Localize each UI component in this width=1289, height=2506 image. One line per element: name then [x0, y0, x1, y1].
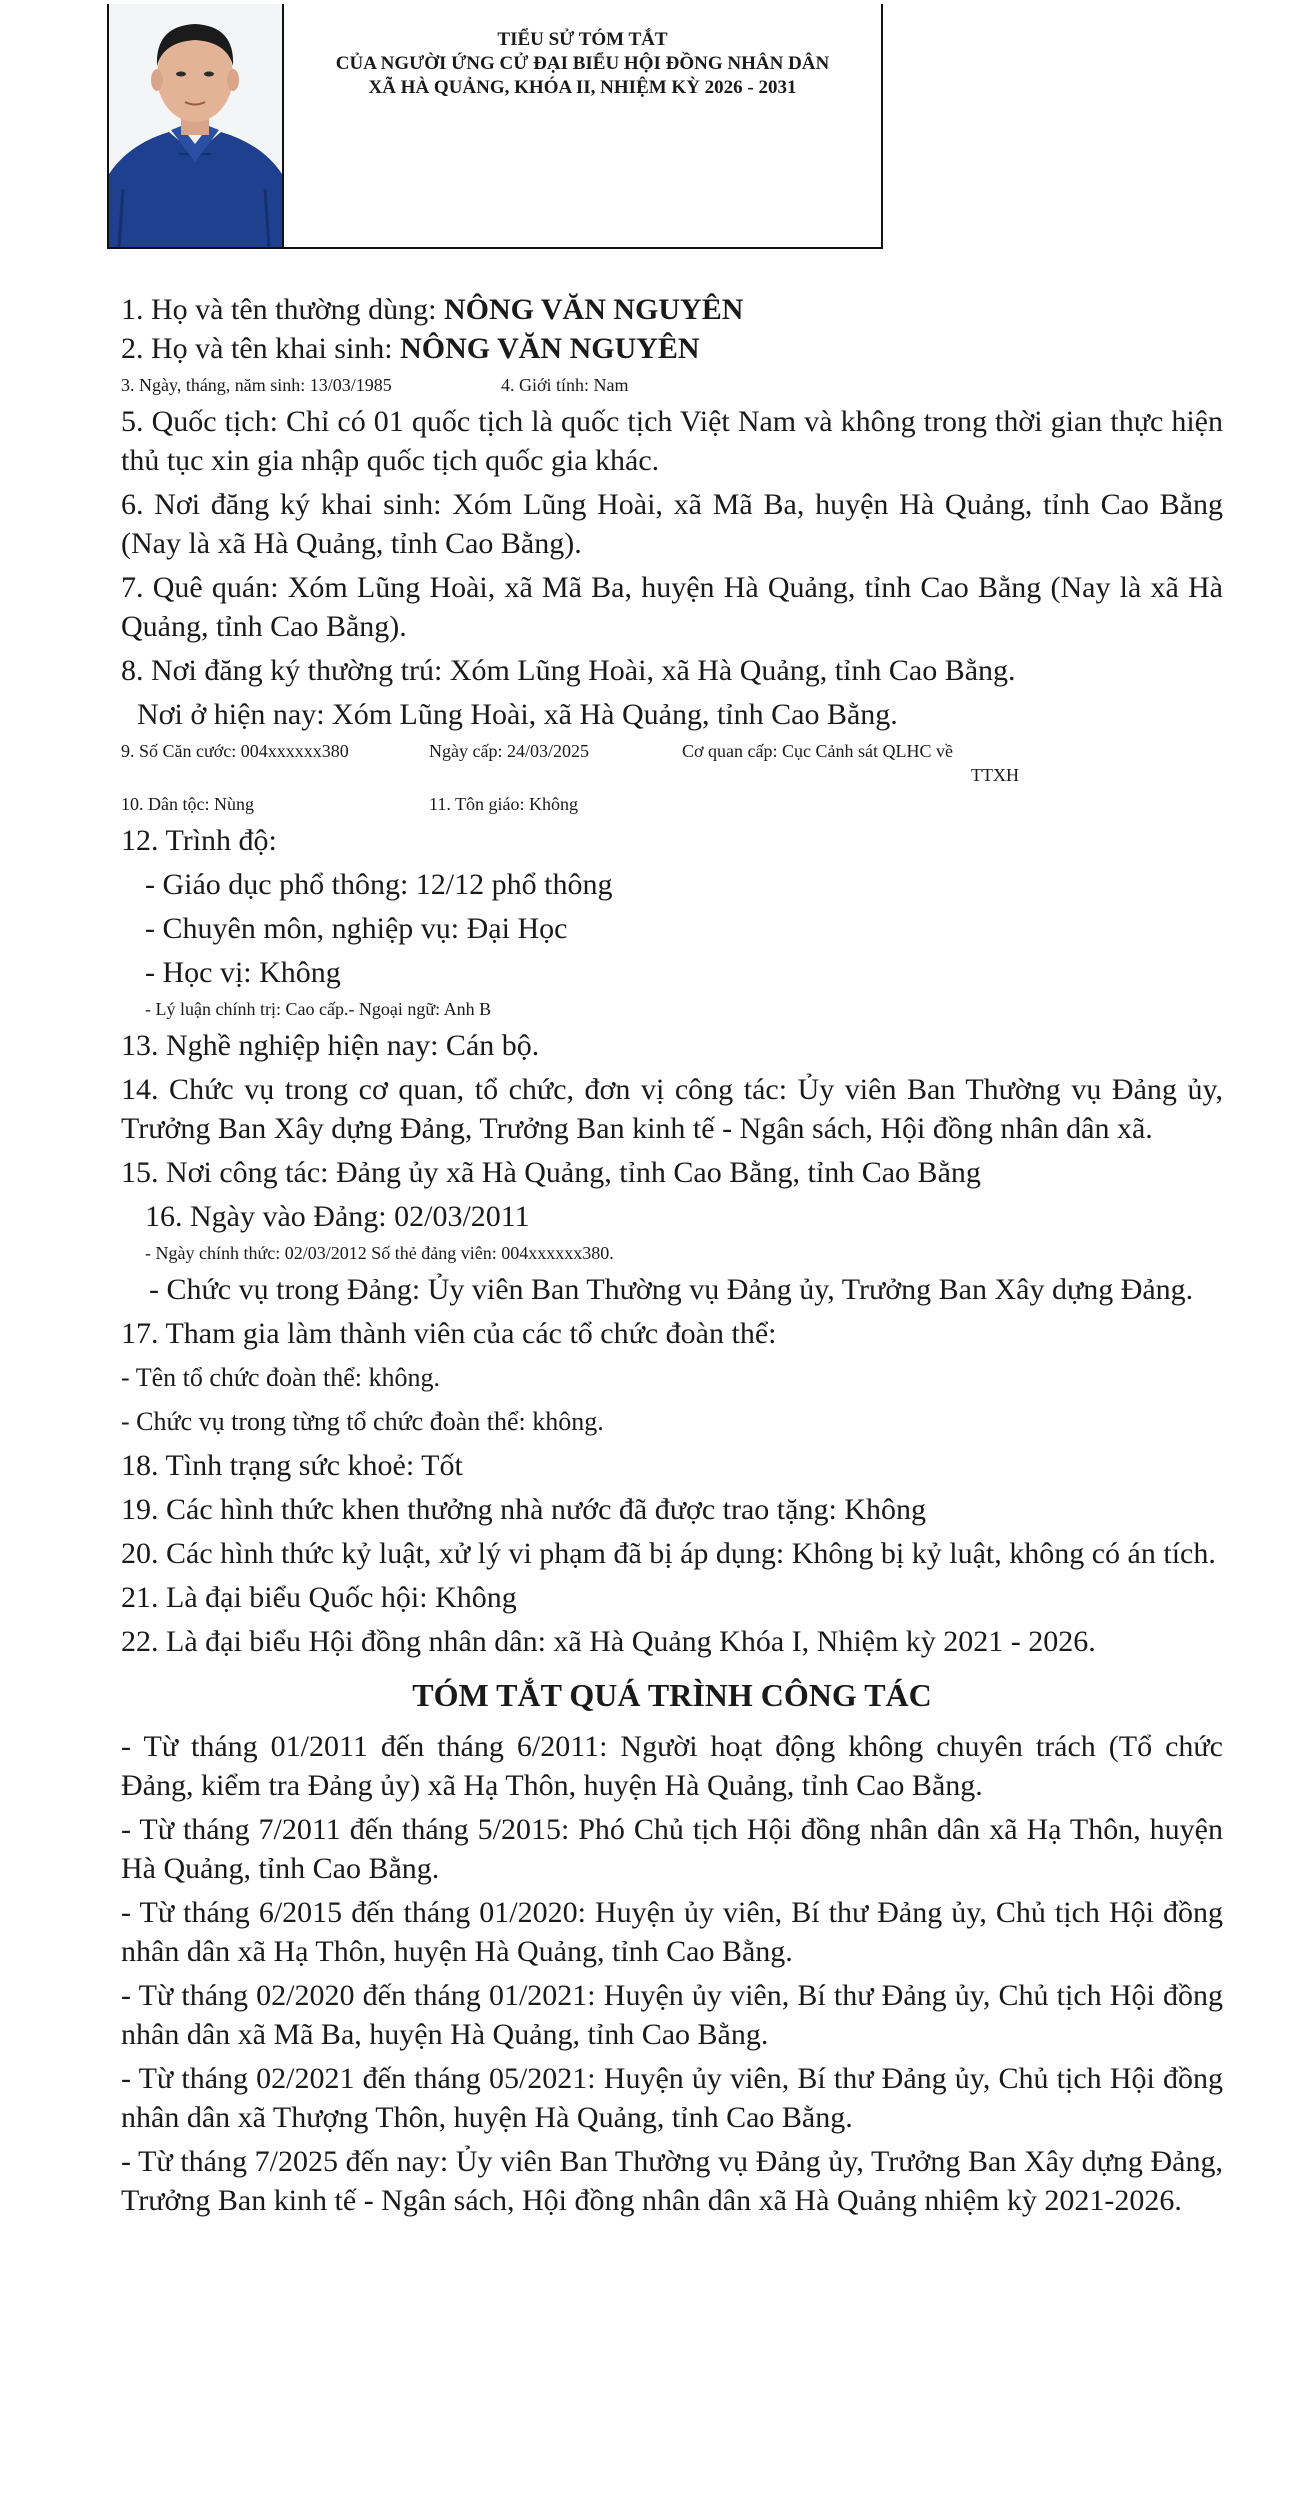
- work-history-entry: - Từ tháng 02/2021 đến tháng 05/2021: Huyện ủy viên, Bí thư Đảng ủy, Chủ tịch Hội đồng nhân dân xã Thượng Thôn, huyện Hà Quảng, tỉnh Cao Bằng.: [121, 2062, 1223, 2134]
- item-19: 19. Các hình thức khen thưởng nhà nước đã được trao tặng: Không: [121, 1493, 926, 1526]
- item-20: 20. Các hình thức kỷ luật, xử lý vi phạm đã bị áp dụng: Không bị kỷ luật, không có án tích.: [121, 1537, 1216, 1570]
- work-history-entry: - Từ tháng 6/2015 đến tháng 01/2020: Huyện ủy viên, Bí thư Đảng ủy, Chủ tịch Hội đồng nhân dân xã Hạ Thôn, huyện Hà Quảng, tỉnh Cao Bằng.: [121, 1896, 1223, 1968]
- title-line-3: XÃ HÀ QUẢNG, KHÓA II, NHIỆM KỲ 2026 - 2031: [368, 77, 797, 98]
- items-3-4: [121, 373, 1223, 397]
- item-12-degree: - Học vị: Không: [145, 956, 341, 989]
- item-16-party-position: - Chức vụ trong Đảng: Ủy viên Ban Thường vụ Đảng ủy, Trưởng Ban Xây dựng Đảng.: [149, 1273, 1194, 1306]
- item-8-residence: Nơi ở hiện nay: Xóm Lũng Hoài, xã Hà Quảng, tỉnh Cao Bằng.: [137, 698, 898, 731]
- document-title: [284, 28, 881, 100]
- portrait-photo: [109, 4, 284, 247]
- item-12: 12. Trình độ:: [121, 824, 277, 857]
- item-11: 11. Tôn giáo: Không: [429, 794, 578, 814]
- work-history-entry: - Từ tháng 02/2020 đến tháng 01/2021: Huyện ủy viên, Bí thư Đảng ủy, Chủ tịch Hội đồng nhân dân xã Mã Ba, huyện Hà Quảng, tỉnh Cao Bằng.: [121, 1979, 1223, 2051]
- work-history-entry: - Từ tháng 7/2011 đến tháng 5/2015: Phó Chủ tịch Hội đồng nhân dân xã Hạ Thôn, huyện Hà Quảng, tỉnh Cao Bằng.: [121, 1813, 1223, 1885]
- title-line-1: TIỂU SỬ TÓM TẮT: [497, 29, 668, 50]
- item-7: 7. Quê quán: Xóm Lũng Hoài, xã Mã Ba, huyện Hà Quảng, tỉnh Cao Bằng (Nay là xã Hà Quảng, tỉnh Cao Bằng).: [121, 571, 1223, 643]
- official-date: - Ngày chính thức: 02/03/2012: [145, 1243, 367, 1263]
- work-history-title: TÓM TẮT QUÁ TRÌNH CÔNG TÁC: [412, 1677, 932, 1713]
- item-13: 13. Nghề nghiệp hiện nay: Cán bộ.: [121, 1029, 540, 1062]
- biography-content: [121, 290, 1223, 2220]
- item-8: 8. Nơi đăng ký thường trú: Xóm Lũng Hoài, xã Hà Quảng, tỉnh Cao Bằng.: [121, 654, 1016, 687]
- item-10: 10. Dân tộc: Nùng: [121, 794, 254, 814]
- birth-name: NÔNG VĂN NGUYÊN: [400, 332, 700, 365]
- item-12-general-education: - Giáo dục phổ thông: 12/12 phổ thông: [145, 868, 613, 901]
- item-1: 1. Họ và tên thường dùng: NÔNG VĂN NGUYÊN: [121, 293, 744, 326]
- item-22: 22. Là đại biểu Hội đồng nhân dân: xã Hà Quảng Khóa I, Nhiệm kỳ 2021 - 2026.: [121, 1625, 1096, 1658]
- work-history-entry: - Từ tháng 01/2011 đến tháng 6/2011: Người hoạt động không chuyên trách (Tổ chức Đảng, kiểm tra Đảng ủy) xã Hạ Thôn, huyện Hà Quảng, tỉnh Cao Bằng.: [121, 1730, 1223, 1802]
- item-21: 21. Là đại biểu Quốc hội: Không: [121, 1581, 517, 1614]
- item-17-organization: - Tên tổ chức đoàn thể: không.: [121, 1363, 441, 1392]
- item-2: 2. Họ và tên khai sinh: NÔNG VĂN NGUYÊN: [121, 332, 700, 365]
- item-16-party-details: [121, 1241, 1223, 1265]
- id-number: 9. Số Căn cước: 004xxxxxx380: [121, 741, 349, 761]
- title-line-2: CỦA NGƯỜI ỨNG CỬ ĐẠI BIỂU HỘI ĐỒNG NHÂN DÂN: [335, 53, 830, 74]
- id-issue-date: Ngày cấp: 24/03/2025: [429, 741, 589, 761]
- item-15: 15. Nơi công tác: Đảng ủy xã Hà Quảng, tỉnh Cao Bằng, tỉnh Cao Bằng: [121, 1156, 981, 1189]
- item-14: 14. Chức vụ trong cơ quan, tổ chức, đơn vị công tác: Ủy viên Ban Thường vụ Đảng ủy, Trưởng Ban Xây dựng Đảng, Trưởng Ban kinh tế - Ngân sách, Hội đồng nhân dân xã.: [121, 1073, 1223, 1145]
- item-5: 5. Quốc tịch: Chỉ có 01 quốc tịch là quốc tịch Việt Nam và không trong thời gian thực hiện thủ tục xin gia nhập quốc tịch quốc gia khác.: [121, 405, 1223, 477]
- item-17-position: - Chức vụ trong từng tổ chức đoàn thể: không.: [121, 1407, 604, 1436]
- work-history-entry: - Từ tháng 7/2025 đến nay: Ủy viên Ban Thường vụ Đảng ủy, Trưởng Ban Xây dựng Đảng, Trưởng Ban kinh tế - Ngân sách, Hội đồng nhân dân xã Hà Quảng nhiệm kỳ 2021-2026.: [121, 2145, 1223, 2217]
- item-12-politics-language: - Lý luận chính trị: Cao cấp.- Ngoại ngữ: Anh B: [145, 999, 492, 1019]
- item-16: 16. Ngày vào Đảng: 02/03/2011: [145, 1200, 530, 1233]
- common-name: NÔNG VĂN NGUYÊN: [443, 293, 744, 326]
- items-10-11: [121, 792, 1223, 816]
- header-box: [107, 4, 883, 249]
- item-6: 6. Nơi đăng ký khai sinh: Xóm Lũng Hoài, xã Mã Ba, huyện Hà Quảng, tỉnh Cao Bằng (Nay là xã Hà Quảng, tỉnh Cao Bằng).: [121, 488, 1223, 560]
- party-card-number: Số thẻ đảng viên: 004xxxxxx380.: [371, 1243, 614, 1263]
- item-3: 3. Ngày, tháng, năm sinh: 13/03/1985: [121, 375, 392, 395]
- item-4: 4. Giới tính: Nam: [501, 375, 629, 395]
- item-9: [121, 739, 1223, 787]
- item-18: 18. Tình trạng sức khoẻ: Tốt: [121, 1449, 463, 1482]
- item-12-professional: - Chuyên môn, nghiệp vụ: Đại Học: [145, 912, 568, 945]
- item-17: 17. Tham gia làm thành viên của các tổ chức đoàn thể:: [121, 1317, 777, 1350]
- id-issuer: Cơ quan cấp: Cục Cảnh sát QLHC về TTXH: [682, 741, 1019, 785]
